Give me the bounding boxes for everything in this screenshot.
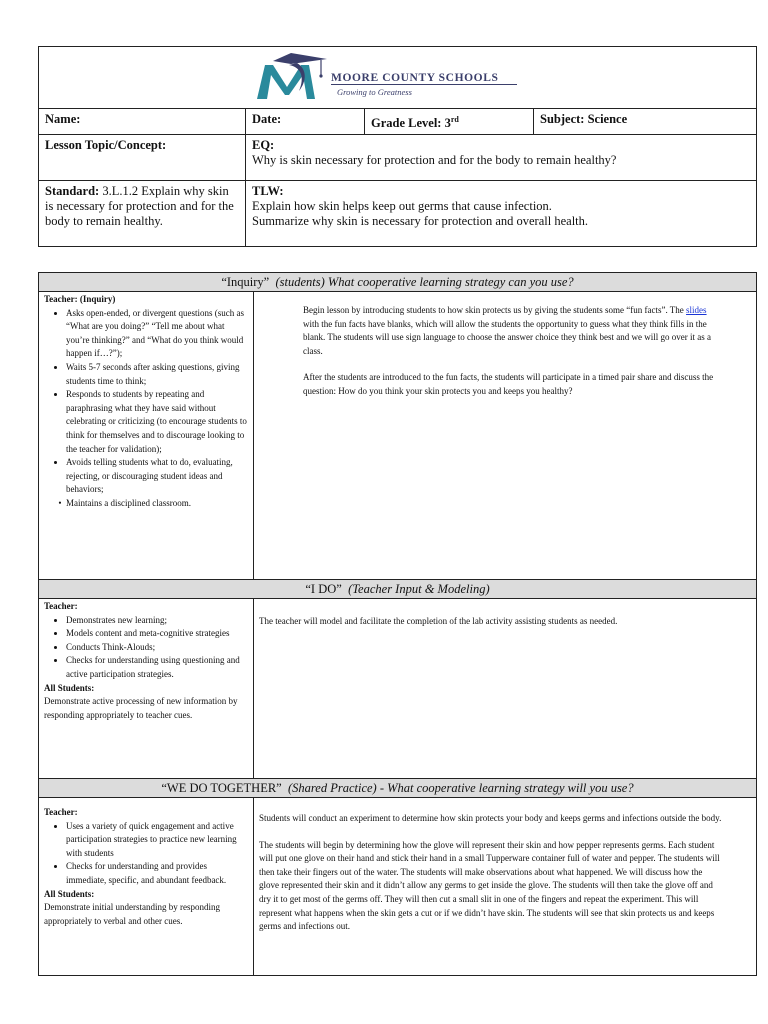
inquiry-bullet-list <box>44 307 248 497</box>
date-label: Date: <box>252 112 282 126</box>
ido-section-header <box>39 580 757 599</box>
ido-subtitle: (Teacher Input & Modeling) <box>348 582 490 596</box>
inquiry-title: “Inquiry” <box>221 275 270 289</box>
wedo-paragraph-2: The students will begin by determining how the glove will represent their skin and how pepper represents germs. Each student will put one glove on their hand and stick their hand in a small Tupperware container full of water and pepper. The students will then take their fingers out of the water. The students will make observations about what happened. We will discuss how the glove represented their skin and it didn’t allow any germs to get inside the glove. The students will then take the glove off and dry it to get most of the germs off. They will then cut a small slit in one of the fingers and repeat the experiment. This will represent what happens when the skin gets a cut or if we didn’t have skin. The students will see that skin protects us and keeps germs and infections out. <box>259 839 720 932</box>
subject-label: Subject: Science <box>540 112 628 126</box>
tlw-label: TLW: <box>252 184 284 199</box>
school-logo-m-icon <box>251 51 331 101</box>
wedo-paragraph-1: Students will conduct an experiment to determine how skin protects your body and keeps germs and infections outside the body. <box>259 813 722 823</box>
inquiry-section-header <box>39 273 757 292</box>
wedo-title: “WE DO TOGETHER” <box>161 781 282 795</box>
ido-teacher-label: Teacher: <box>44 601 78 611</box>
eq-cell <box>246 135 757 181</box>
list-item: • Avoids telling students what to do, evaluating, rejecting, or discouraging student ideas and behaviors; <box>66 456 248 497</box>
wedo-teacher-label: Teacher: <box>44 807 78 817</box>
inquiry-subtitle: (students) What cooperative learning strategy can you use? <box>275 275 574 289</box>
lesson-header-table <box>38 46 757 247</box>
ido-bullet-list <box>44 614 248 682</box>
tlw-cell <box>246 181 757 247</box>
standard-label: Standard: <box>45 184 100 199</box>
list-item: • Maintains a disciplined classroom. <box>66 497 248 511</box>
list-item: • Models content and meta-cognitive strategies <box>66 627 248 641</box>
lesson-plan-table <box>38 272 757 976</box>
ido-activity-cell <box>254 599 757 779</box>
wedo-teacher-cell <box>39 798 254 976</box>
logo-cell <box>39 47 757 109</box>
inquiry-para1-text-cont: with the fun facts have blanks, which will allow the students the opportunity to guess what they think fills in the blank. The students will use sign language to choose the answer choice they think best and we will go over it as a class. <box>303 318 711 356</box>
grade-cell <box>365 109 534 135</box>
inquiry-last-bullet <box>44 497 248 511</box>
wedo-all-students-label: All Students: <box>44 888 95 899</box>
eq-label: EQ: <box>252 138 275 153</box>
grade-label: Grade Level: 3 <box>371 116 451 131</box>
inquiry-para1-text: Begin lesson by introducing students to how skin protects us by giving the students some “fun facts”. The <box>303 305 687 315</box>
list-item: • Checks for understanding using questioning and active participation strategies. <box>66 654 248 681</box>
tlw-line-2: Summarize why skin is necessary for protection and overall health. <box>252 214 589 229</box>
wedo-section-header <box>39 779 757 798</box>
inquiry-paragraph-2: After the students are introduced to the fun facts, the students will participate in a timed pair share and discuss the question: How do you think your skin protects you and keeps you healthy? <box>303 372 714 396</box>
topic-cell <box>39 135 246 181</box>
wedo-subtitle: (Shared Practice) - What cooperative learning strategy will you use? <box>287 781 634 795</box>
eq-text: Why is skin necessary for protection and for the body to remain healthy? <box>252 153 617 168</box>
wedo-activity-cell <box>254 798 757 976</box>
list-item: • Checks for understanding and provides immediate, specific, and abundant feedback. <box>66 860 248 887</box>
list-item: • Uses a variety of quick engagement and active participation strategies to practice new learning with students <box>66 820 248 861</box>
wedo-all-students-text: Demonstrate initial understanding by responding appropriately to verbal and other cues. <box>44 902 220 926</box>
list-item: • Conducts Think-Alouds; <box>66 641 248 655</box>
inquiry-activity-cell <box>254 292 757 580</box>
ido-all-students-label: All Students: <box>44 682 95 693</box>
inquiry-paragraph-1 <box>303 304 714 358</box>
name-label: Name: <box>45 112 81 126</box>
grade-superscript: rd <box>450 115 459 124</box>
inquiry-teacher-cell <box>39 292 254 580</box>
wedo-bullet-list <box>44 820 248 888</box>
tlw-line-1: Explain how skin helps keep out germs that cause infection. <box>252 199 552 214</box>
standard-cell <box>39 181 246 247</box>
topic-label: Lesson Topic/Concept: <box>45 138 167 153</box>
list-item: • Waits 5-7 seconds after asking questions, giving students time to think; <box>66 361 248 388</box>
date-cell <box>246 109 365 135</box>
school-logo <box>251 51 521 101</box>
school-tagline: Growing to Greatness <box>337 87 412 97</box>
list-item: • Asks open-ended, or divergent questions (such as “What are you doing?” “Tell me about what you’re thinking?” and “What do you think would happen if…?”); <box>66 307 248 361</box>
ido-teacher-cell <box>39 599 254 779</box>
ido-activity-text: The teacher will model and facilitate the completion of the lab activity assisting students as needed. <box>259 616 618 626</box>
inquiry-teacher-label: Teacher: (Inquiry) <box>44 294 116 304</box>
school-name: MOORE COUNTY SCHOOLS <box>331 72 499 84</box>
name-cell <box>39 109 246 135</box>
list-item: • Responds to students by repeating and paraphrasing what they have said without celebrating or criticizing (to encourage students to think for themselves and to discourage looking to the teacher for validation); <box>66 388 248 456</box>
ido-all-students-text: Demonstrate active processing of new information by responding appropriately to teacher cues. <box>44 696 238 720</box>
ido-title: “I DO” <box>305 582 342 596</box>
subject-cell <box>534 109 757 135</box>
standard-text: 3.L.1.2 Explain why skin is necessary for protection and for the body to remain healthy. <box>45 184 234 229</box>
list-item: • Demonstrates new learning; <box>66 614 248 628</box>
slides-link[interactable]: slides <box>686 305 707 315</box>
